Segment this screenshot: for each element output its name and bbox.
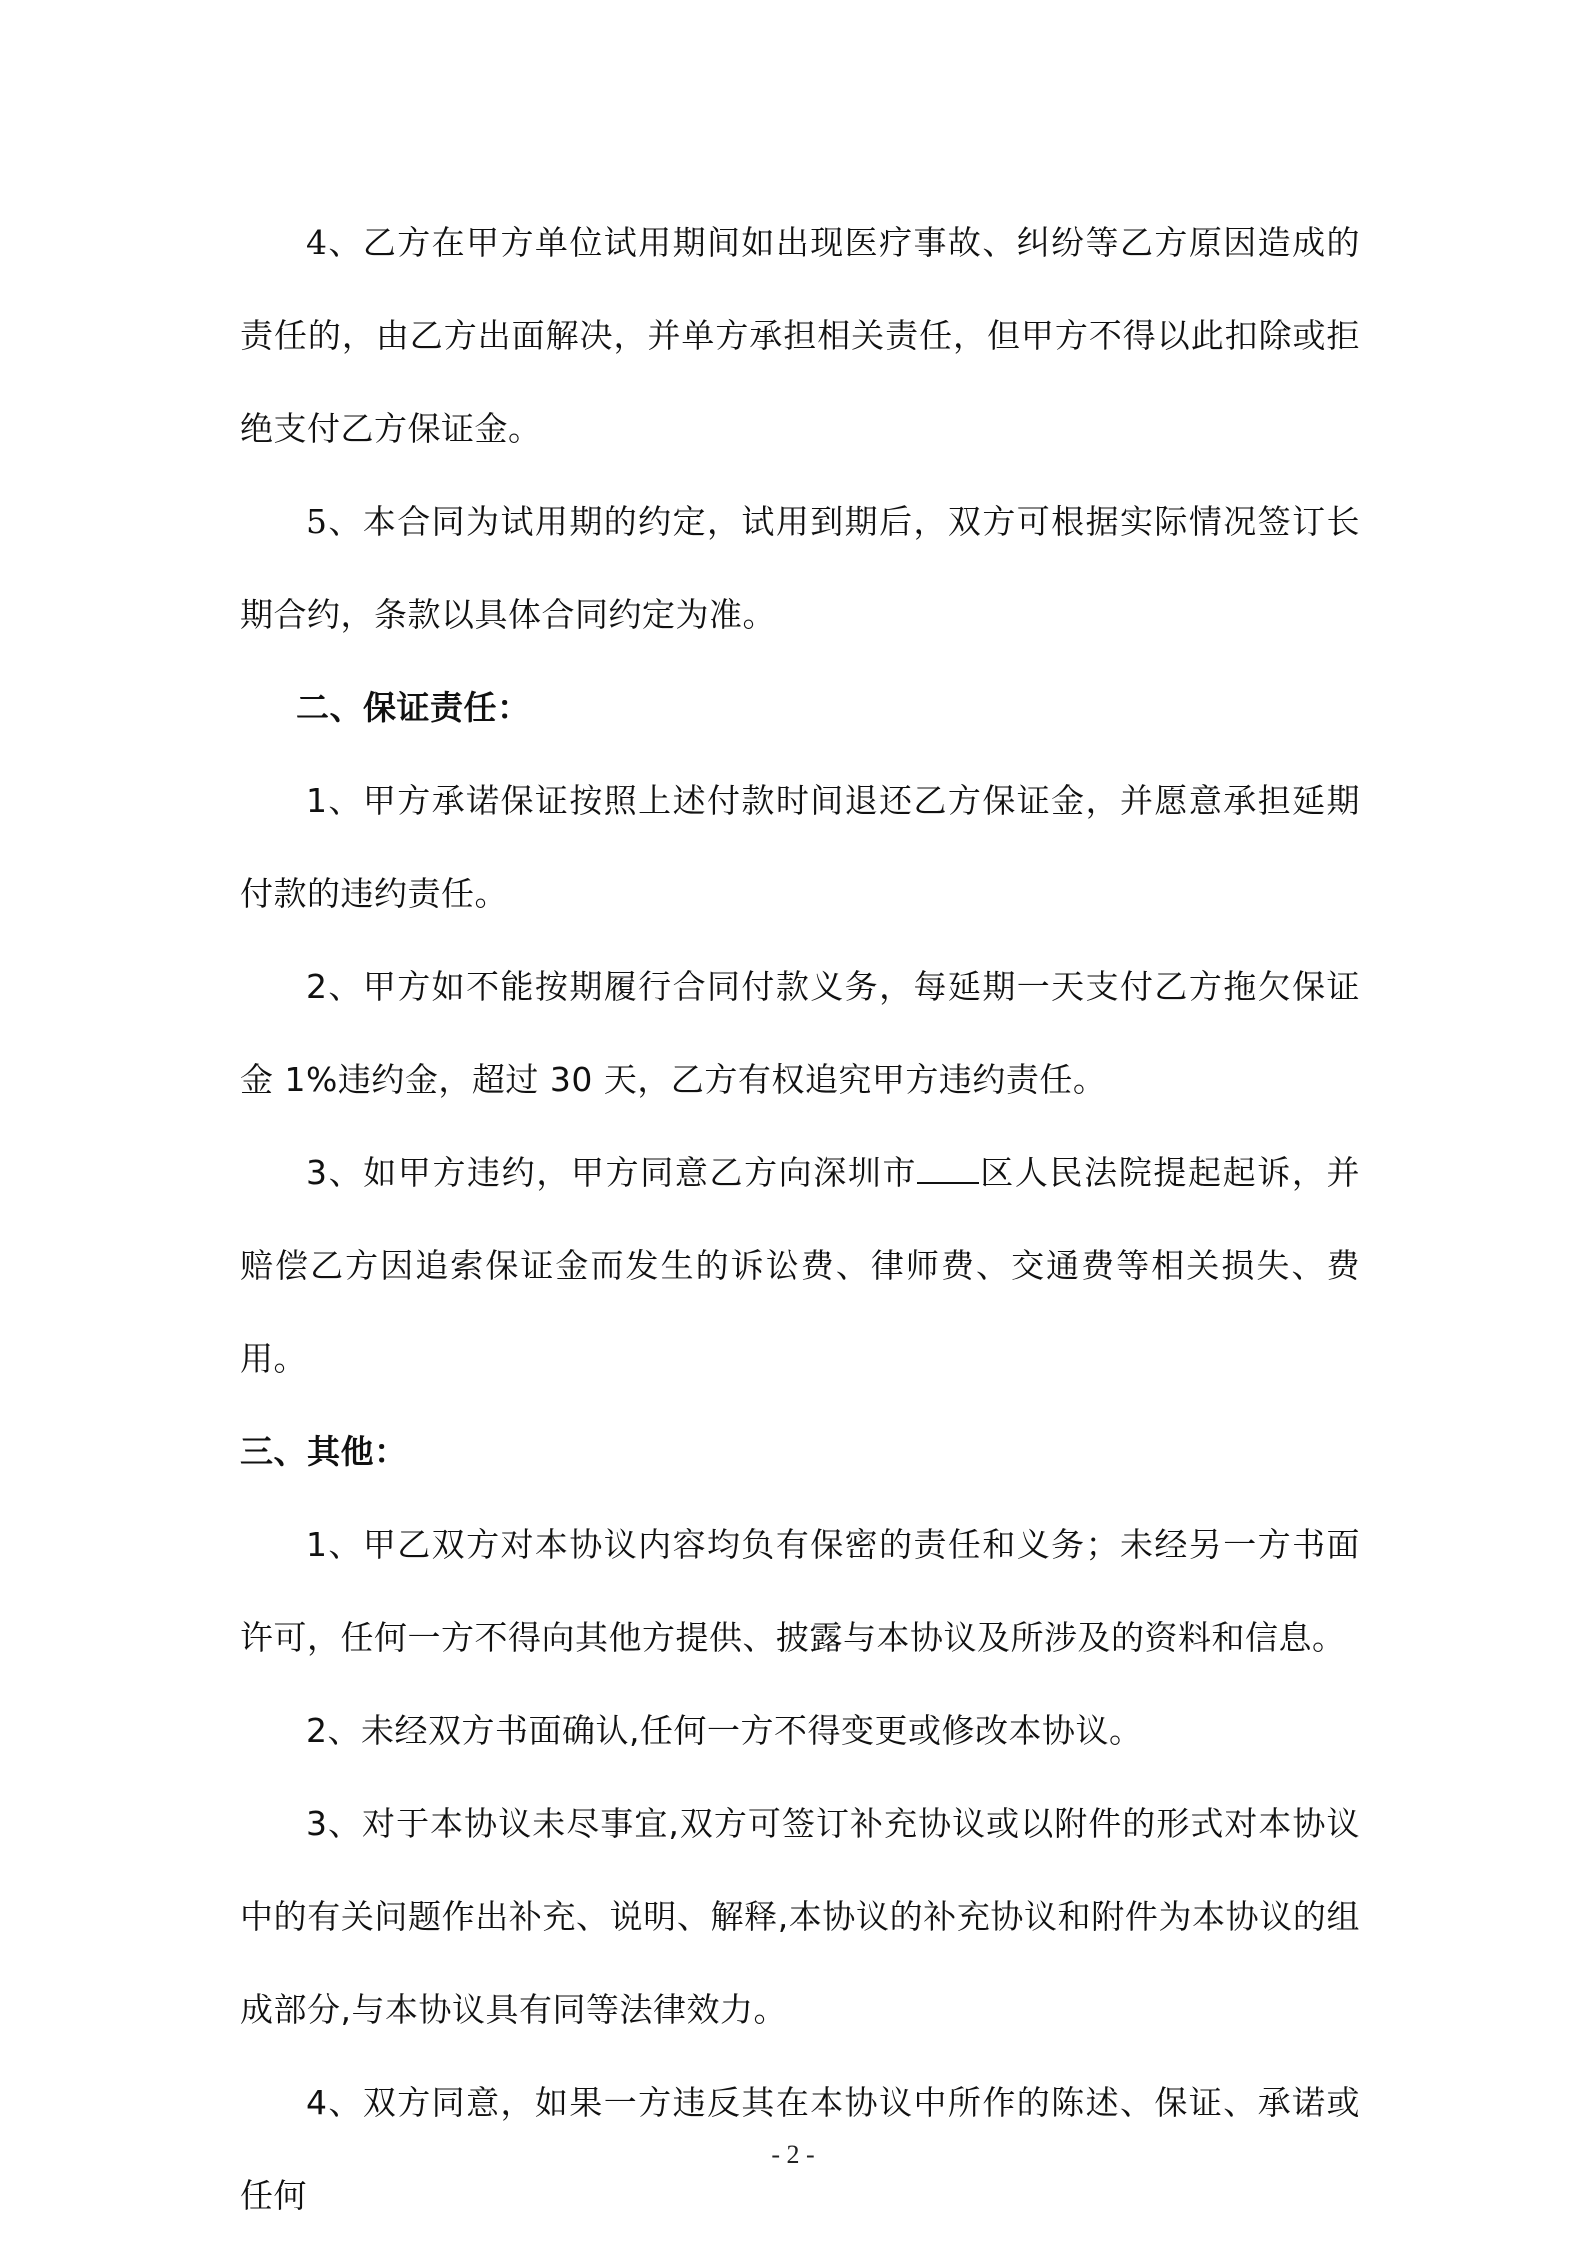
clause-number: 4 (306, 223, 328, 262)
clause-text-before-blank: 3、如甲方违约，甲方同意乙方向深圳市 (306, 1153, 918, 1192)
clause-2-1: 1、甲方承诺保证按照上述付款时间退还乙方保证金，并愿意承担延期付款的违约责任。 (240, 781, 1360, 913)
clause-3-2: 2、未经双方书面确认,任何一方不得变更或修改本协议。 (306, 1711, 1143, 1750)
clause-text: 、本合同为试用期的约定，试用到期后，双方可根据实际情况签订长期合约，条款以具体合同约定为准。 (240, 502, 1360, 634)
clause-2-2: 2、甲方如不能按期履行合同付款义务，每延期一天支付乙方拖欠保证金 1%违约金，超过 30 天，乙方有权追究甲方违约责任。 (240, 967, 1360, 1099)
clause-3-1: 1、甲乙双方对本协议内容均负有保密的责任和义务；未经另一方书面许可，任何一方不得向其他方提供、披露与本协议及所涉及的资料和信息。 (240, 1525, 1360, 1657)
clause-2-3 (240, 1126, 1360, 1405)
clause-text-after-blank: 区人民法院提起起诉，并赔偿乙方因追索保证金而发生的诉讼费、律师费、交通费等相关损失、费用。 (240, 1153, 1360, 1378)
section-heading-guarantee: 二、保证责任： (296, 688, 531, 727)
clause-number: 5 (306, 502, 328, 541)
clause-3-4: 4、双方同意，如果一方违反其在本协议中所作的陈述、保证、承诺或任何 (240, 2083, 1360, 2215)
clause-3-3: 3、对于本协议未尽事宜,双方可签订补充协议或以附件的形式对本协议中的有关问题作出补充、说明、解释,本协议的补充协议和附件为本协议的组成部分,与本协议具有同等法律效力。 (240, 1804, 1360, 2029)
clause-text: 、乙方在甲方单位试用期间如出现医疗事故、纠纷等乙方原因造成的责任的，由乙方出面解决，并单方承担相关责任，但甲方不得以此扣除或拒绝支付乙方保证金。 (240, 223, 1360, 448)
clause-1-5 (240, 475, 1360, 661)
section-heading-other: 三、其他： (240, 1432, 408, 1471)
district-blank-line (917, 1156, 979, 1184)
document-body (240, 196, 1360, 2242)
clause-1-4 (240, 196, 1360, 475)
page-number: - 2 - (771, 2140, 815, 2169)
